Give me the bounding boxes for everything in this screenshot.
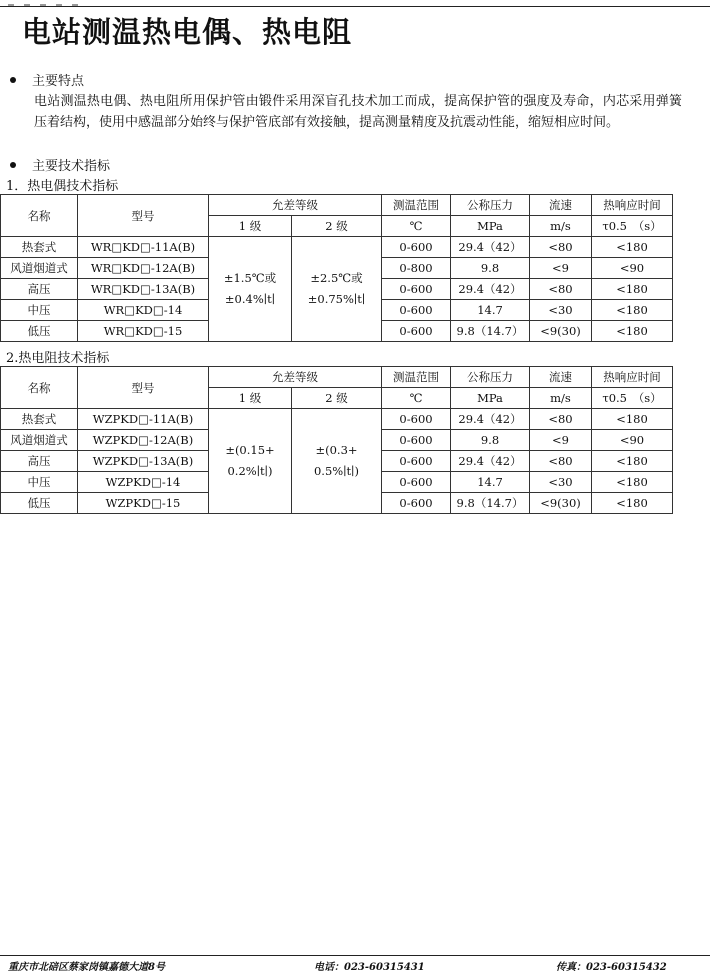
col-response-header: 热响应时间 (592, 195, 673, 216)
col-tolerance-header: 允差等级 (209, 367, 382, 388)
rtd-heading: 2.热电阻技术指标 (6, 351, 110, 366)
features-paragraph: 电站测温热电偶、热电阻所用保护管由锻件采用深盲孔技术加工而成，提高保护管的强度及寿命，内芯采用弹簧压着结构，使用中感温部分始终与保护管底部有效接触，提高测量精度及抗震动性能，缩短相应时间。 (34, 94, 682, 130)
grade2-tolerance-line2: ±0.75%∣t∣ (307, 292, 366, 306)
grade1-tolerance-line1: ±1.5℃或 (223, 271, 277, 285)
col-grade2-header: 2 级 (292, 216, 382, 237)
row-flow: <9(30) (530, 493, 592, 514)
row-range: 0-600 (382, 409, 451, 430)
row-pressure: 29.4（42） (451, 237, 530, 258)
col-pressure-header: 公称压力 (451, 367, 530, 388)
row-pressure: 29.4（42） (451, 279, 530, 300)
response-unit: τ0.5 （s） (592, 388, 673, 409)
row-range: 0-600 (382, 300, 451, 321)
grade1-tolerance-line1: ±(0.15+ (225, 443, 275, 457)
header-fragment (8, 0, 188, 3)
flow-unit: m/s (530, 388, 592, 409)
thermocouple-table (0, 194, 673, 342)
row-response: <180 (592, 493, 673, 514)
col-name-header: 名称 (1, 195, 78, 237)
row-model: WZPKD□-12A(B) (78, 430, 209, 451)
row-name: 风道烟道式 (1, 430, 78, 451)
row-range: 0-600 (382, 279, 451, 300)
grade2-tolerance-line2: 0.5%∣t∣) (313, 464, 360, 478)
row-pressure: 9.8 (451, 258, 530, 279)
row-response: <180 (592, 279, 673, 300)
row-model: WZPKD□-15 (78, 493, 209, 514)
row-model: WZPKD□-11A(B) (78, 409, 209, 430)
row-range: 0-600 (382, 430, 451, 451)
rtd-table (0, 366, 673, 514)
table-row (1, 237, 673, 258)
row-flow: <80 (530, 237, 592, 258)
row-response: <90 (592, 258, 673, 279)
bullet-icon (10, 162, 16, 168)
grade2-tolerance (292, 409, 382, 514)
footer-phone: 电话：023-60315431 (314, 962, 425, 973)
row-model: WR□KD□-14 (78, 300, 209, 321)
col-model-header: 型号 (78, 367, 209, 409)
row-pressure: 14.7 (451, 472, 530, 493)
col-flow-header: 流速 (530, 195, 592, 216)
col-grade1-header: 1 级 (209, 388, 292, 409)
footer-fax: 传真：023-60315432 (556, 962, 667, 973)
grade1-tolerance (209, 409, 292, 514)
row-model: WR□KD□-12A(B) (78, 258, 209, 279)
row-response: <90 (592, 430, 673, 451)
range-unit: ℃ (382, 216, 451, 237)
row-name: 中压 (1, 472, 78, 493)
row-flow: <80 (530, 451, 592, 472)
row-name: 高压 (1, 451, 78, 472)
row-flow: <9 (530, 430, 592, 451)
col-pressure-header: 公称压力 (451, 195, 530, 216)
row-range: 0-800 (382, 258, 451, 279)
row-model: WZPKD□-13A(B) (78, 451, 209, 472)
pressure-unit: MPa (451, 388, 530, 409)
flow-unit: m/s (530, 216, 592, 237)
row-pressure: 9.8（14.7） (451, 493, 530, 514)
grade1-tolerance (209, 237, 292, 342)
row-pressure: 14.7 (451, 300, 530, 321)
row-model: WR□KD□-13A(B) (78, 279, 209, 300)
row-flow: <30 (530, 300, 592, 321)
row-pressure: 29.4（42） (451, 451, 530, 472)
col-grade1-header: 1 级 (209, 216, 292, 237)
row-name: 低压 (1, 493, 78, 514)
features-heading (8, 70, 84, 89)
page-title: 电站测温热电偶、热电阻 (22, 15, 353, 49)
row-range: 0-600 (382, 451, 451, 472)
row-name: 高压 (1, 279, 78, 300)
row-model: WR□KD□-15 (78, 321, 209, 342)
row-flow: <80 (530, 409, 592, 430)
row-flow: <80 (530, 279, 592, 300)
row-range: 0-600 (382, 472, 451, 493)
row-response: <180 (592, 409, 673, 430)
specs-heading-text: 主要技术指标 (32, 159, 111, 174)
col-model-header: 型号 (78, 195, 209, 237)
row-response: <180 (592, 321, 673, 342)
pressure-unit: MPa (451, 216, 530, 237)
features-heading-text: 主要特点 (32, 74, 85, 89)
row-model: WZPKD□-14 (78, 472, 209, 493)
row-flow: <9(30) (530, 321, 592, 342)
response-unit: τ0.5 （s） (592, 216, 673, 237)
range-unit: ℃ (382, 388, 451, 409)
grade2-tolerance-line1: ±2.5℃或 (310, 271, 363, 285)
row-pressure: 29.4（42） (451, 409, 530, 430)
row-response: <180 (592, 300, 673, 321)
row-pressure: 9.8（14.7） (451, 321, 530, 342)
row-flow: <9 (530, 258, 592, 279)
footer-address: 重庆市北碚区蔡家岗镇嘉德大道8号 (8, 962, 165, 973)
col-flow-header: 流速 (530, 367, 592, 388)
row-name: 风道烟道式 (1, 258, 78, 279)
table-header-row (1, 195, 673, 216)
specs-heading (8, 155, 110, 174)
footer-rule (0, 955, 710, 956)
row-pressure: 9.8 (451, 430, 530, 451)
row-name: 热套式 (1, 237, 78, 258)
row-flow: <30 (530, 472, 592, 493)
col-response-header: 热响应时间 (592, 367, 673, 388)
col-tolerance-header: 允差等级 (209, 195, 382, 216)
row-range: 0-600 (382, 321, 451, 342)
grade2-tolerance-line1: ±(0.3+ (315, 443, 358, 457)
row-model: WR□KD□-11A(B) (78, 237, 209, 258)
row-name: 低压 (1, 321, 78, 342)
col-range-header: 测温范围 (382, 367, 451, 388)
row-range: 0-600 (382, 237, 451, 258)
col-range-header: 测温范围 (382, 195, 451, 216)
row-response: <180 (592, 237, 673, 258)
table-row (1, 409, 673, 430)
grade1-tolerance-line2: ±0.4%∣t∣ (224, 292, 276, 306)
row-response: <180 (592, 472, 673, 493)
grade2-tolerance (292, 237, 382, 342)
row-range: 0-600 (382, 493, 451, 514)
bullet-icon (10, 77, 16, 83)
thermocouple-heading: 1．热电偶技术指标 (6, 179, 119, 194)
row-name: 热套式 (1, 409, 78, 430)
col-grade2-header: 2 级 (292, 388, 382, 409)
grade1-tolerance-line2: 0.2%∣t∣) (227, 464, 273, 478)
top-rule (0, 6, 710, 7)
table-header-row (1, 367, 673, 388)
col-name-header: 名称 (1, 367, 78, 409)
row-response: <180 (592, 451, 673, 472)
row-name: 中压 (1, 300, 78, 321)
